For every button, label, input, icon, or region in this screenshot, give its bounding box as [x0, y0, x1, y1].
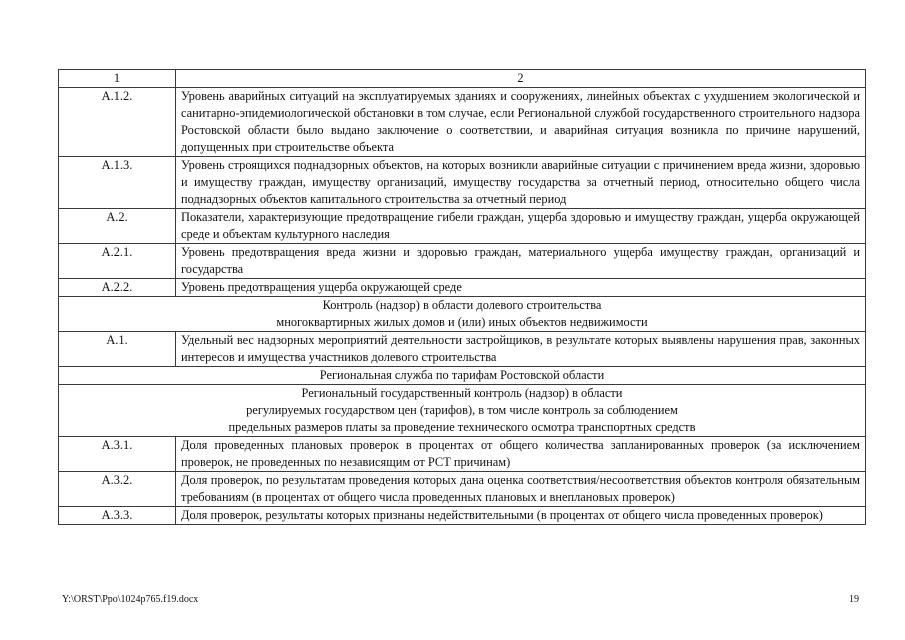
document-table: [58, 69, 866, 525]
indicator-description: Уровень предотвращения ущерба окружающей среде: [176, 279, 866, 297]
table-row: [59, 437, 866, 472]
indicator-description: Доля проверок, результаты которых признаны недействительными (в процентах от общего числа проведенных проверок): [176, 507, 866, 525]
indicator-code: А.2.: [59, 209, 176, 244]
section-title-line: Региональная служба по тарифам Ростовской области: [319, 368, 605, 382]
table-row: [59, 332, 866, 367]
section-title-line: предельных размеров платы за проведение технического осмотра транспортных средств: [228, 420, 696, 434]
table-header-row: [59, 70, 866, 88]
section-header-row: [59, 385, 866, 437]
indicator-code: А.2.1.: [59, 244, 176, 279]
section-title-line: Региональный государственный контроль (надзор) в области: [301, 386, 623, 400]
indicator-code: А.3.1.: [59, 437, 176, 472]
table-row: [59, 88, 866, 157]
page-number: 19: [849, 594, 859, 605]
indicator-description: Уровень строящихся поднадзорных объектов, на которых возникли аварийные ситуации с причинением вреда жизни, здоровью и имуществу граждан, имуществу организаций, имуществу государства за отчетный период, относительно общего числа поднадзорных объектов капитального строительства за отчетный период: [176, 157, 866, 209]
table-row: [59, 472, 866, 507]
section-header-row: [59, 297, 866, 332]
table-row: [59, 279, 866, 297]
table-body: [59, 70, 866, 525]
section-title-line: многоквартирных жилых домов и (или) иных объектов недвижимости: [276, 315, 648, 329]
table-row: [59, 244, 866, 279]
section-title: [59, 385, 866, 437]
indicator-code: А.2.2.: [59, 279, 176, 297]
indicator-description: Показатели, характеризующие предотвращение гибели граждан, ущерба здоровью и имуществу граждан, ущерба окружающей среде и объектам культурного наследия: [176, 209, 866, 244]
indicator-code: А.3.3.: [59, 507, 176, 525]
section-title-line: Контроль (надзор) в области долевого строительства: [322, 298, 602, 312]
indicator-description: Уровень предотвращения вреда жизни и здоровью граждан, материального ущерба имуществу граждан, организаций и государства: [176, 244, 866, 279]
indicator-code: А.3.2.: [59, 472, 176, 507]
column-number-1: 1: [59, 70, 176, 88]
section-title-line: регулируемых государством цен (тарифов), в том числе контроль за соблюдением: [246, 403, 678, 417]
section-title: [59, 297, 866, 332]
table-row: [59, 507, 866, 525]
section-title: [59, 367, 866, 385]
indicator-description: Уровень аварийных ситуаций на эксплуатируемых зданиях и сооружениях, линейных объектах с ухудшением экологической и санитарно-эпидемиологической обстановки в том случае, если Региональной службой государственного строительного надзора Ростовской области было выдано заключение о соответствии, и аварийная ситуация возникла по причине нарушений, допущенных при строительстве объекта: [176, 88, 866, 157]
indicator-code: А.1.3.: [59, 157, 176, 209]
table-row: [59, 209, 866, 244]
indicator-code: А.1.: [59, 332, 176, 367]
section-header-row: [59, 367, 866, 385]
indicator-description: Удельный вес надзорных мероприятий деятельности застройщиков, в результате которых выявлены нарушения прав, законных интересов и имущества участников долевого строительства: [176, 332, 866, 367]
indicator-code: А.1.2.: [59, 88, 176, 157]
indicator-description: Доля проверок, по результатам проведения которых дана оценка соответствия/несоответствия объектов контроля обязательным требованиям (в процентах от общего числа проведенных плановых и внеплановых проверок): [176, 472, 866, 507]
column-number-2: 2: [176, 70, 866, 88]
table-row: [59, 157, 866, 209]
indicator-description: Доля проведенных плановых проверок в процентах от общего количества запланированных проверок (за исключением проверок, не проведенных по независящим от РСТ причинам): [176, 437, 866, 472]
footer-file-path: Y:\ORST\Ppo\1024p765.f19.docx: [62, 594, 199, 605]
